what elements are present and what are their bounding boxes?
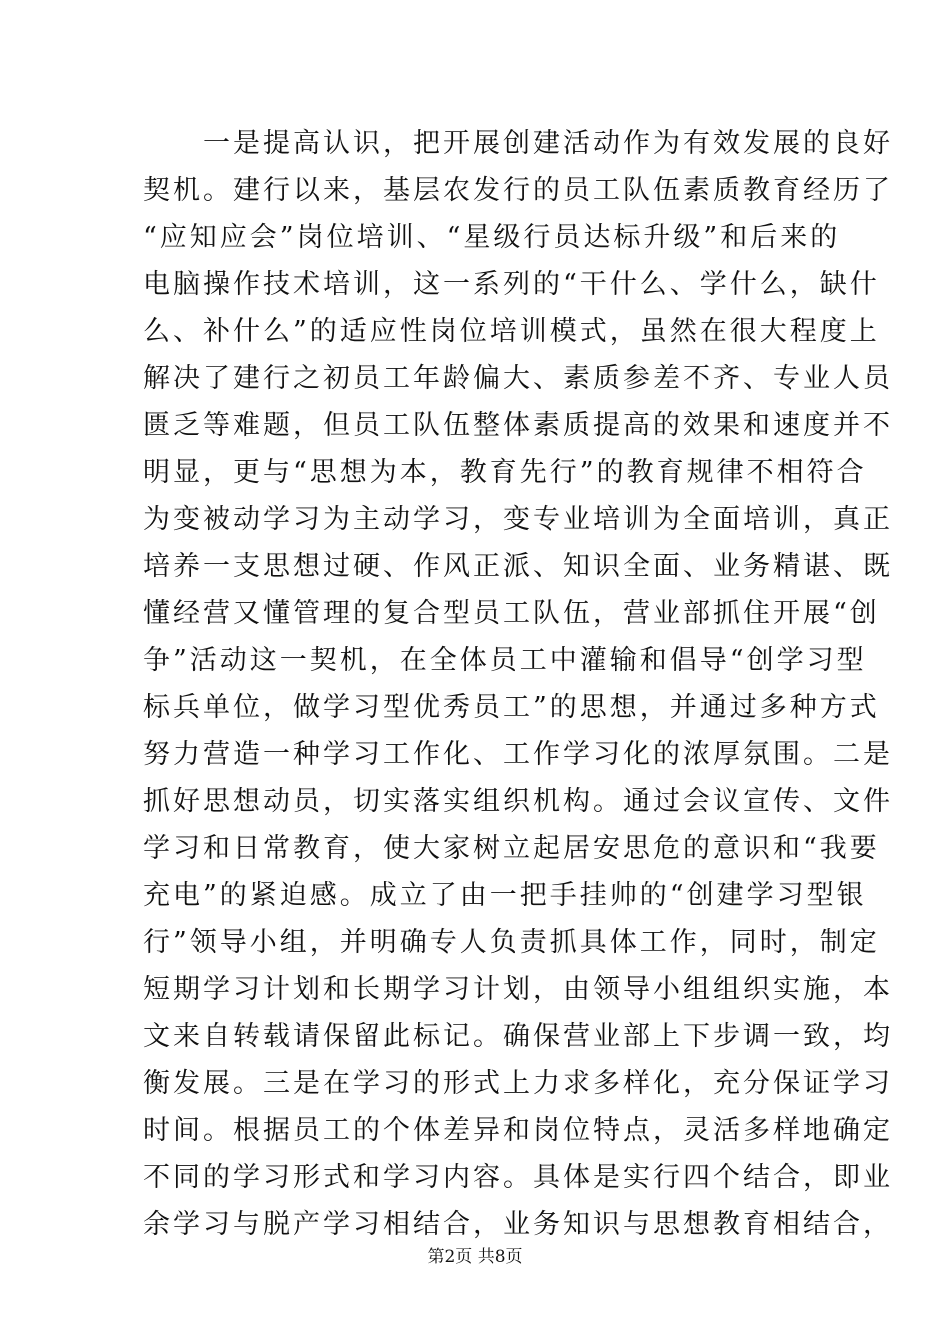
page-number-footer: 第2页 共8页: [427, 1247, 523, 1267]
text-line: 懂经营又懂管理的复合型员工队伍，营业部抓住开展“创: [143, 598, 880, 629]
text-line: 行”领导小组，并明确专人负责抓具体工作，同时，制定: [143, 927, 880, 958]
text-line: 衡发展。三是在学习的形式上力求多样化，充分保证学习: [143, 1068, 893, 1099]
text-line: 余学习与脱产学习相结合，业务知识与思想教育相结合，: [143, 1209, 893, 1240]
text-line: 电脑操作技术培训，这一系列的“干什么、学什么，缺什: [143, 269, 880, 300]
text-line: 文来自转载请保留此标记。确保营业部上下步调一致，均: [143, 1021, 893, 1052]
text-line: “应知应会”岗位培训、“星级行员达标升级”和后来的: [143, 222, 841, 253]
text-line: 培养一支思想过硬、作风正派、知识全面、业务精谌、既: [143, 551, 893, 582]
text-line: 充电”的紧迫感。成立了由一把手挂帅的“创建学习型银: [143, 880, 867, 911]
text-line: 短期学习计划和长期学习计划，由领导小组组织实施，本: [143, 974, 893, 1005]
text-line: 明显，更与“思想为本，教育先行”的教育规律不相符合: [143, 457, 867, 488]
text-line: 争”活动这一契机，在全体员工中灌输和倡导“创学习型: [143, 645, 867, 676]
text-line: 为变被动学习为主动学习，变专业培训为全面培训，真正: [143, 504, 893, 535]
text-line: 一是提高认识，把开展创建活动作为有效发展的良好: [143, 128, 893, 159]
body-paragraph: [143, 120, 893, 1248]
text-line: 匮乏等难题，但员工队伍整体素质提高的效果和速度并不: [143, 410, 893, 441]
text-line: 么、补什么”的适应性岗位培训模式，虽然在很大程度上: [143, 316, 880, 347]
text-line: 契机。建行以来，基层农发行的员工队伍素质教育经历了: [143, 175, 893, 206]
text-line: 时间。根据员工的个体差异和岗位特点，灵活多样地确定: [143, 1115, 893, 1146]
text-line: 努力营造一种学习工作化、工作学习化的浓厚氛围。二是: [143, 739, 893, 770]
text-line: 标兵单位，做学习型优秀员工”的思想，并通过多种方式: [143, 692, 880, 723]
text-line: 不同的学习形式和学习内容。具体是实行四个结合，即业: [143, 1162, 893, 1193]
text-line: 抓好思想动员，切实落实组织机构。通过会议宣传、文件: [143, 786, 893, 817]
text-line: 解决了建行之初员工年龄偏大、素质参差不齐、专业人员: [143, 363, 893, 394]
text-line: 学习和日常教育，使大家树立起居安思危的意识和“我要: [143, 833, 880, 864]
